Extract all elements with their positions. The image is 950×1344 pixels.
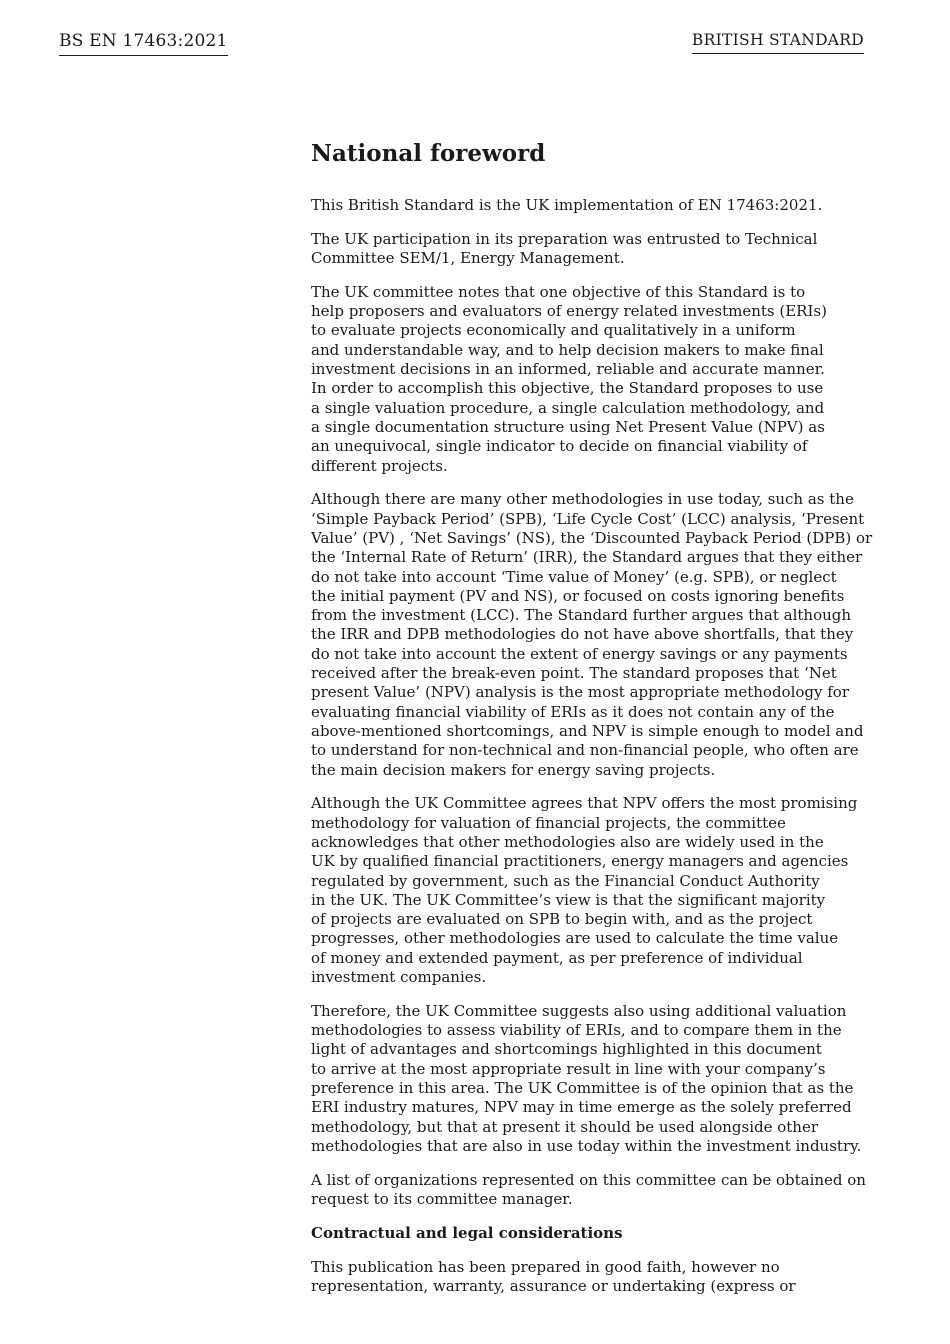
foreword-paragraph xyxy=(311,196,866,215)
section-heading-contractual: Contractual and legal considerations xyxy=(311,1223,623,1242)
text-line: a single valuation procedure, a single calculation methodology, and xyxy=(311,398,825,417)
text-line: received after the break-even point. The standard proposes that ‘Net xyxy=(311,664,837,683)
text-line: to evaluate projects economically and qualitatively in a uniform xyxy=(311,321,796,340)
text-line: above-mentioned shortcomings, and NPV is simple enough to model and xyxy=(311,721,864,740)
standard-number-header: BS EN 17463:2021 xyxy=(59,31,228,56)
text-line: Although the UK Committee agrees that NPV offers the most promising xyxy=(311,794,858,813)
text-line: of projects are evaluated on SPB to begin with, and as the project xyxy=(311,910,813,929)
text-line: methodologies that are also in use today within the investment industry. xyxy=(311,1136,862,1155)
text-line: in the UK. The UK Committee’s view is that the significant majority xyxy=(311,890,826,909)
text-line: UK by qualified financial practitioners, energy managers and agencies xyxy=(311,852,849,871)
closing-paragraph xyxy=(311,1258,866,1297)
text-line: preference in this area. The UK Committee is of the opinion that as the xyxy=(311,1078,854,1097)
text-line: different projects. xyxy=(311,456,448,475)
text-line: evaluating financial viability of ERIs as it does not contain any of the xyxy=(311,702,835,721)
text-line: a single documentation structure using Net Present Value (NPV) as xyxy=(311,417,825,436)
text-line: present Value’ (NPV) analysis is the most appropriate methodology for xyxy=(311,683,850,702)
text-line: the ‘Internal Rate of Return’ (IRR), the Standard argues that they either xyxy=(311,548,863,567)
text-line: In order to accomplish this objective, the Standard proposes to use xyxy=(311,379,824,398)
text-line: an unequivocal, single indicator to decide on financial viability of xyxy=(311,437,808,456)
text-line: investment companies. xyxy=(311,967,487,986)
text-line: do not take into account the extent of energy savings or any payments xyxy=(311,644,848,663)
text-line: A list of organizations represented on this committee can be obtained on xyxy=(311,1170,866,1189)
text-line: The UK committee notes that one objective of this Standard is to xyxy=(311,282,806,301)
text-line: request to its committee manager. xyxy=(311,1189,573,1208)
text-line: methodologies to assess viability of ERIs, and to compare them in the xyxy=(311,1021,842,1040)
british-standard-header: BRITISH STANDARD xyxy=(692,31,864,54)
text-line: and understandable way, and to help decision makers to make final xyxy=(311,340,824,359)
foreword-paragraphs xyxy=(311,196,873,1209)
text-line: regulated by government, such as the Financial Conduct Authority xyxy=(311,871,820,890)
text-line: light of advantages and shortcomings highlighted in this document xyxy=(311,1040,822,1059)
text-line: the initial payment (PV and NS), or focused on costs ignoring benefits xyxy=(311,586,845,605)
foreword-paragraph xyxy=(311,794,866,987)
foreword-paragraph xyxy=(311,490,873,779)
document-body xyxy=(311,138,873,1311)
page-title: National foreword xyxy=(311,140,546,167)
text-line: This British Standard is the UK implementation of EN 17463:2021. xyxy=(311,196,823,214)
text-line: ERI industry matures, NPV may in time emerge as the solely preferred xyxy=(311,1098,852,1117)
text-line: acknowledges that other methodologies also are widely used in the xyxy=(311,832,824,851)
text-line: Although there are many other methodologies in use today, such as the xyxy=(311,490,854,509)
foreword-paragraph xyxy=(311,1171,866,1210)
text-line: the IRR and DPB methodologies do not have above shortfalls, that they xyxy=(311,625,854,644)
text-line: methodology for valuation of financial projects, the committee xyxy=(311,813,786,832)
text-line: help proposers and evaluators of energy related investments (ERIs) xyxy=(311,302,827,321)
text-line: progresses, other methodologies are used to calculate the time value xyxy=(311,929,839,948)
text-line: Therefore, the UK Committee suggests also using additional valuation xyxy=(311,1001,847,1020)
foreword-paragraph xyxy=(311,1002,866,1156)
text-line: do not take into account ‘Time value of Money’ (e.g. SPB), or neglect xyxy=(311,567,837,586)
text-line: to arrive at the most appropriate result in line with your company’s xyxy=(311,1059,826,1078)
text-line: the main decision makers for energy saving projects. xyxy=(311,760,716,779)
text-line: investment decisions in an informed, reliable and accurate manner. xyxy=(311,360,825,379)
text-line: The UK participation in its preparation was entrusted to Technical xyxy=(311,229,818,248)
foreword-paragraph xyxy=(311,283,866,476)
text-line: Value’ (PV) , ‘Net Savings’ (NS), the ‘Discounted Payback Period (DPB) or xyxy=(311,528,873,547)
foreword-paragraph xyxy=(311,230,866,269)
text-line: representation, warranty, assurance or undertaking (express or xyxy=(311,1276,796,1295)
text-line: ‘Simple Payback Period’ (SPB), ‘Life Cycle Cost’ (LCC) analysis, ‘Present xyxy=(311,509,865,528)
text-line: methodology, but that at present it should be used alongside other xyxy=(311,1117,819,1136)
text-line: from the investment (LCC). The Standard further argues that although xyxy=(311,606,852,625)
text-line: Committee SEM/1, Energy Management. xyxy=(311,249,625,268)
text-line: This publication has been prepared in good faith, however no xyxy=(311,1257,780,1276)
text-line: of money and extended payment, as per preference of individual xyxy=(311,948,803,967)
text-line: to understand for non-technical and non-financial people, who often are xyxy=(311,741,859,760)
